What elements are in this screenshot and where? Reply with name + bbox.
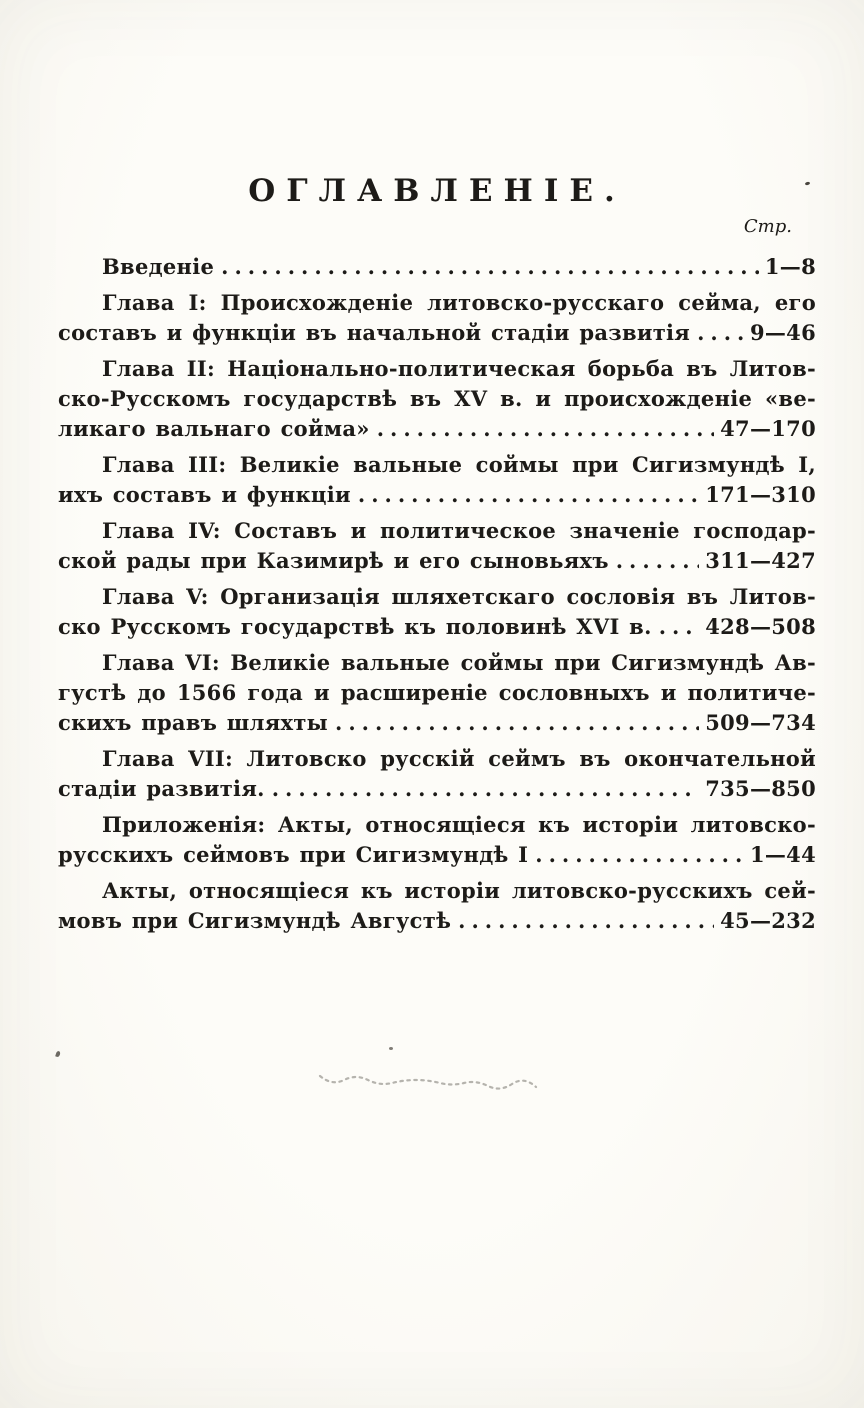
entry-text-line: Глава IV: Составъ и политическое значеніе господар- <box>102 518 816 543</box>
entry-text: ликаго вальнаго сойма» <box>58 416 370 441</box>
entry-text-line: Глава VI: Великіе вальные соймы при Сигизмундѣ Ав- <box>102 650 816 675</box>
toc-list <box>58 252 816 936</box>
entry-page-range: 735—850 <box>705 776 816 801</box>
dot-leader <box>377 414 714 444</box>
entry-text-line: Глава II: Національно-политическая борьба въ Литов- <box>102 356 816 381</box>
toc-entry <box>58 810 816 870</box>
entry-page-range: 171—310 <box>705 482 816 507</box>
entry-text-line: Глава I: Происхожденіе литовско-русскаго сейма, его <box>102 290 816 315</box>
toc-entry <box>58 876 816 936</box>
entry-text: ихъ составъ и функціи <box>58 482 351 507</box>
entry-page-range: 1—44 <box>749 842 816 867</box>
entry-last-line <box>58 708 816 738</box>
entry-text-line: ско-Русскомъ государствѣ въ XV в. и происхожденіе «ве- <box>58 386 816 411</box>
entry-text: мовъ при Сигизмундѣ Августѣ <box>58 908 452 933</box>
dot-leader <box>458 906 714 936</box>
toc-entry <box>58 516 816 576</box>
entry-text: русскихъ сеймовъ при Сигизмундѣ I <box>58 842 529 867</box>
entry-last-line <box>58 906 816 936</box>
entry-text: составъ и функціи въ начальной стадіи развитія <box>58 320 691 345</box>
toc-entry <box>58 288 816 348</box>
entry-last-line <box>58 774 816 804</box>
table-of-contents-page <box>58 172 816 942</box>
entry-page-range: 509—734 <box>705 710 816 735</box>
toc-entry <box>58 744 816 804</box>
ink-speck <box>389 1047 393 1050</box>
toc-entry <box>58 354 816 444</box>
entry-text-line: Глава VII: Литовско русскій сеймъ въ окончательной <box>102 746 816 771</box>
entry-page-range: 45—232 <box>720 908 816 933</box>
entry-last-line <box>58 840 816 870</box>
dot-leader <box>697 318 744 348</box>
entry-last-line <box>58 546 816 576</box>
toc-entry <box>58 450 816 510</box>
entry-page-range: 47—170 <box>720 416 816 441</box>
entry-text-line: густѣ до 1566 года и расширеніе сословныхъ и политиче- <box>58 680 816 705</box>
entry-page-range: 311—427 <box>705 548 816 573</box>
entry-last-line <box>58 318 816 348</box>
dot-leader <box>535 840 744 870</box>
ink-smudge-artifact <box>318 1064 550 1090</box>
entry-text: Введеніе <box>102 254 215 279</box>
entry-text-line: Глава V: Организація шляхетскаго сословія въ Литов- <box>102 584 816 609</box>
toc-entry <box>58 648 816 738</box>
entry-text: скихъ правъ шляхты <box>58 710 329 735</box>
entry-text-line: Приложенія: Акты, относящіеся къ исторіи литовско- <box>102 812 816 837</box>
entry-page-range: 428—508 <box>705 614 816 639</box>
toc-entry <box>58 252 816 282</box>
dot-leader <box>616 546 699 576</box>
dot-leader <box>221 252 759 282</box>
entry-text: стадіи развитія. <box>58 776 265 801</box>
dot-leader <box>358 480 699 510</box>
entry-page-range: 1—8 <box>764 254 816 279</box>
entry-last-line <box>58 252 816 282</box>
page-column-header: Стр. <box>743 216 792 237</box>
entry-last-line <box>58 480 816 510</box>
entry-text-line: Глава III: Великіе вальные соймы при Сигизмундѣ I, <box>102 452 816 477</box>
entry-text: ско Русскомъ государствѣ къ половинѣ XVI в. <box>58 614 652 639</box>
toc-entry <box>58 582 816 642</box>
entry-page-range: 9—46 <box>749 320 816 345</box>
entry-last-line <box>58 612 816 642</box>
entry-text-line: Акты, относящіеся къ исторіи литовско-русскихъ сей- <box>102 878 816 903</box>
dot-leader <box>659 612 700 642</box>
dot-leader <box>335 708 699 738</box>
page-title: ОГЛАВЛЕНІЕ. <box>248 173 626 209</box>
entry-last-line <box>58 414 816 444</box>
dot-leader <box>272 774 699 804</box>
entry-text: ской рады при Казимирѣ и его сыновьяхъ <box>58 548 609 573</box>
